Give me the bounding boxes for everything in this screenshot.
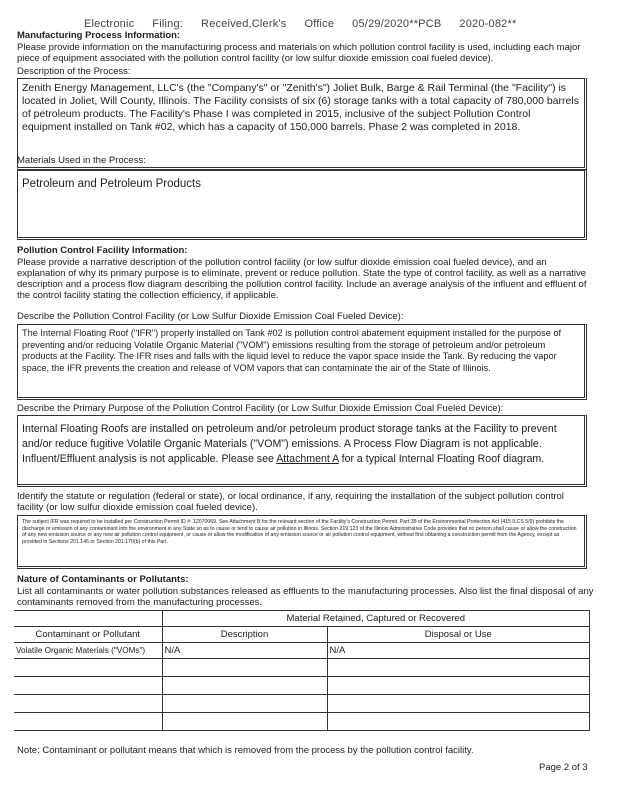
- table-row: [14, 695, 590, 713]
- page-number: Page 2 of 3: [539, 762, 588, 773]
- pollution-control-heading: Pollution Control Facility Information:: [17, 245, 188, 256]
- material-retained-header: Material Retained, Captured or Recovered: [162, 611, 590, 627]
- describe-facility-box: The Internal Floating Roof ("IFR") properly installed on Tank #02 is pollution control abatement equipment installed for the purpose of preventing and/or reducing Volatile Organic Material ("VOM") emissions resulting from the storage of petroleum and/or petroleum products at the Facility. The IFR rises and falls with the liquid level to reduce the vapor space inside the Tank. By reducing the vapor space, the IFR prevents the creation and release of VOM vapors that can contaminate the air of the State of Illinois.: [17, 324, 587, 400]
- primary-purpose-box: [17, 415, 587, 487]
- description-cell: [162, 695, 327, 713]
- statute-box: The subject IFR was required to be installed per Construction Permit ID #: 12070069. See Attachment B for the relevant section of the Facility's Construction Permit. Part 35 of the Environmental Protection Act (415 ILCS 5/9) prohibits the discharge or emission of any contaminant into the environment in any State so as to cause or tend to cause air pollution in Illinois. Section 219.123 of the Illinois Administrative Code provides that no person shall cause or allow the construction of any new emission source or any new air pollution control equipment, or cause or allow the modification of any emission source or air pollution control equipment, without first obtaining a construction permit from the Agency, except as provided in Sections 201.146 or Section 201.170(b) of this Part.: [17, 515, 587, 569]
- disposal-cell: [327, 713, 590, 731]
- description-column-header: Description: [162, 627, 327, 643]
- contaminant-cell: [14, 659, 162, 677]
- describe-facility-label: Describe the Pollution Control Facility (or Low Sulfur Dioxide Emission Coal Fueled Device):: [17, 311, 404, 322]
- contaminants-table: [14, 610, 590, 731]
- contaminant-note: Note: Contaminant or pollutant means that which is removed from the process by the pollution control facility.: [17, 745, 474, 756]
- description-cell: N/A: [162, 643, 327, 659]
- manufacturing-instructions: Please provide information on the manufacturing process and materials on which pollution control facility is used, including each major piece of equipment associated with the pollution control facility (or low sulfur dioxide emission coal fueled device).: [17, 42, 581, 64]
- primary-purpose-label: Describe the Primary Purpose of the Pollution Control Facility (or Low Sulfur Dioxide Emission Coal Fueled Device):: [17, 403, 504, 414]
- disposal-column-header: Disposal or Use: [327, 627, 590, 643]
- filing-stamp: [84, 18, 534, 30]
- table-row: [14, 713, 590, 731]
- process-description-label: Description of the Process:: [17, 66, 131, 77]
- materials-label: Materials Used in the Process:: [17, 155, 146, 166]
- table-row: [14, 677, 590, 695]
- manufacturing-heading: Manufacturing Process Information:: [17, 30, 181, 41]
- disposal-cell: [327, 695, 590, 713]
- stamp-office: Office: [304, 18, 335, 30]
- contaminant-cell: [14, 713, 162, 731]
- materials-box: Petroleum and Petroleum Products: [17, 170, 587, 240]
- contaminant-cell: [14, 677, 162, 695]
- attachment-a-link[interactable]: Attachment A: [276, 453, 339, 465]
- contaminant-cell: Volatile Organic Materials ("VOMs"): [14, 643, 162, 659]
- statute-label: Identify the statute or regulation (federal or state), or local ordinance, if any, requiring the installation of the subject pollution control facility (or low sulfur dioxide emission coal fueled device).: [17, 491, 564, 513]
- disposal-cell: [327, 659, 590, 677]
- table-row: [14, 643, 590, 659]
- description-cell: [162, 677, 327, 695]
- contaminants-heading: Nature of Contaminants or Pollutants:: [17, 574, 189, 585]
- stamp-docket: 2020-082**: [459, 18, 517, 30]
- contaminants-instructions: List all contaminants or water pollution substances released as effluents to the manufacturing processes. Also list the final disposal of any contaminants removed from the manufacturing processes.: [17, 586, 594, 608]
- disposal-cell: N/A: [327, 643, 590, 659]
- contaminant-column-header: Contaminant or Pollutant: [14, 627, 162, 643]
- stamp-electronic: Electronic: [84, 18, 135, 30]
- description-cell: [162, 713, 327, 731]
- primary-purpose-text: Internal Floating Roofs are installed on petroleum and/or petroleum product storage tanks at the Facility to prevent and/or reduce fugitive Volatile Organic Materials ("VOM") emissions. A Process Flow Diagram is not applicable. Influent/Effluent analysis is not applicable. Please see: [22, 423, 557, 465]
- table-row: [14, 659, 590, 677]
- stamp-filing: Filing:: [152, 18, 184, 30]
- description-cell: [162, 659, 327, 677]
- stamp-date: 05/29/2020**PCB: [352, 18, 442, 30]
- stamp-received: Received,Clerk's: [201, 18, 287, 30]
- table-corner-cell: [14, 611, 162, 627]
- process-description-box: Zenith Energy Management, LLC's (the "Company's" or "Zenith's") Joliet Bulk, Barge & Rail Terminal (the "Facility") is located in Joliet, Will County, Illinois. The Facility consists of six (6) storage tanks with a total capacity of 780,000 barrels of petroleum products. The Facility's Phase I was completed in 2015, inclusive of the subject Pollution Control equipment installed on Tank #02, which has a capacity of 150,000 barrels. Phase 2 was completed in 2018.: [17, 78, 587, 170]
- disposal-cell: [327, 677, 590, 695]
- primary-purpose-tail: for a typical Internal Floating Roof diagram.: [341, 453, 545, 465]
- pollution-control-instructions: Please provide a narrative description of the pollution control facility (or low sulfur dioxide emission coal fueled device), and an explanation of why its primary purpose is to eliminate, prevent or reduce pollution. State the type of control facility, as well as a narrative description and a process flow diagram describing the pollution control facility. Include an average analysis of the influent and effluent of the control facility stating the collection efficiency, if applicable.: [17, 257, 587, 301]
- contaminant-cell: [14, 695, 162, 713]
